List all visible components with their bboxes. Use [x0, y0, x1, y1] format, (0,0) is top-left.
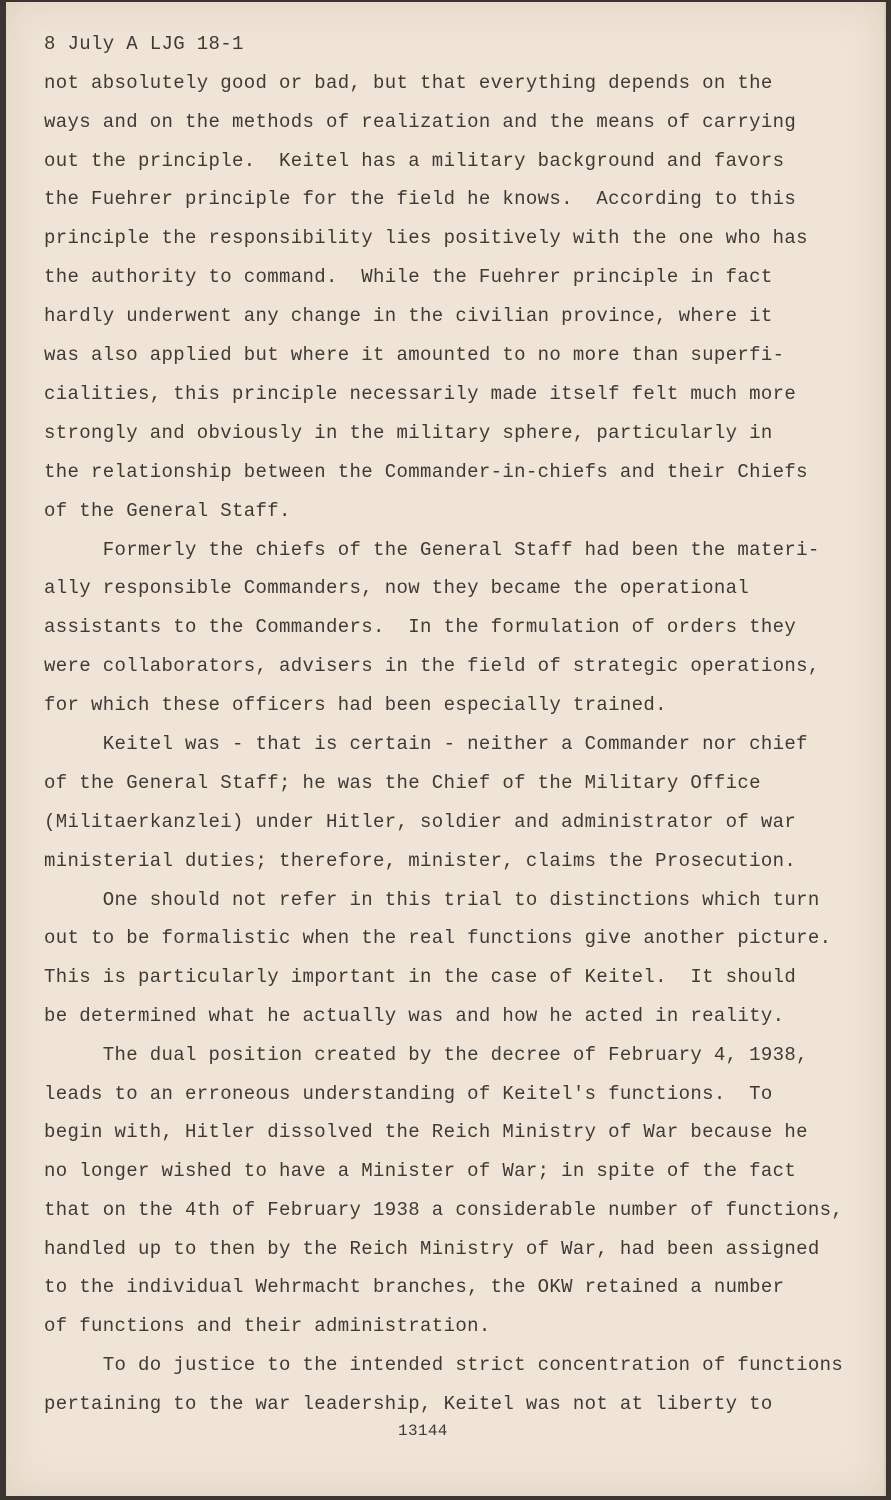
text-line: Formerly the chiefs of the General Staff had been the materi-	[44, 539, 820, 561]
text-line: the relationship between the Commander-in-chiefs and their Chiefs	[44, 461, 808, 483]
text-line: To do justice to the intended strict concentration of functions	[44, 1354, 844, 1376]
text-line: ways and on the methods of realization and the means of carrying	[44, 111, 797, 133]
text-line: the authority to command. While the Fuehrer principle in fact	[44, 266, 773, 288]
text-line: handled up to then by the Reich Ministry of War, had been assigned	[44, 1238, 820, 1260]
text-line: ally responsible Commanders, now they became the operational	[44, 577, 750, 599]
text-line: were collaborators, advisers in the field of strategic operations,	[44, 655, 820, 677]
text-line: cialities, this principle necessarily made itself felt much more	[44, 383, 797, 405]
text-line: not absolutely good or bad, but that everything depends on the	[44, 72, 773, 94]
text-line: be determined what he actually was and how he acted in reality.	[44, 1005, 785, 1027]
text-line: pertaining to the war leadership, Keitel was not at liberty to	[44, 1393, 773, 1415]
text-line: that on the 4th of February 1938 a considerable number of functions,	[44, 1199, 844, 1221]
text-line: hardly underwent any change in the civilian province, where it	[44, 305, 773, 327]
text-line: ministerial duties; therefore, minister, claims the Prosecution.	[44, 850, 797, 872]
text-line: for which these officers had been especially trained.	[44, 694, 667, 716]
text-line: no longer wished to have a Minister of War; in spite of the fact	[44, 1160, 797, 1182]
text-line: of functions and their administration.	[44, 1315, 491, 1337]
text-line: assistants to the Commanders. In the formulation of orders they	[44, 616, 797, 638]
text-line: out to be formalistic when the real functions give another picture.	[44, 927, 832, 949]
text-line: This is particularly important in the case of Keitel. It should	[44, 966, 797, 988]
text-line: The dual position created by the decree of February 4, 1938,	[44, 1044, 808, 1066]
text-line: principle the responsibility lies positively with the one who has	[44, 227, 808, 249]
text-line: begin with, Hitler dissolved the Reich Ministry of War because he	[44, 1121, 808, 1143]
page-number: 13144	[398, 1422, 448, 1440]
text-line: of the General Staff.	[44, 500, 291, 522]
text-line: (Militaerkanzlei) under Hitler, soldier and administrator of war	[44, 811, 797, 833]
text-line: leads to an erroneous understanding of Keitel's functions. To	[44, 1083, 773, 1105]
text-line: the Fuehrer principle for the field he knows. According to this	[44, 188, 797, 210]
text-line: out the principle. Keitel has a military background and favors	[44, 150, 785, 172]
text-line: to the individual Wehrmacht branches, the OKW retained a number	[44, 1276, 785, 1298]
page-header: 8 July A LJG 18-1	[44, 33, 244, 55]
text-line: strongly and obviously in the military sphere, particularly in	[44, 422, 773, 444]
text-line: of the General Staff; he was the Chief of the Military Office	[44, 772, 761, 794]
text-line: was also applied but where it amounted to no more than superfi-	[44, 344, 785, 366]
document-page	[6, 2, 886, 1496]
text-line: Keitel was - that is certain - neither a Commander nor chief	[44, 733, 808, 755]
text-line: One should not refer in this trial to distinctions which turn	[44, 889, 820, 911]
